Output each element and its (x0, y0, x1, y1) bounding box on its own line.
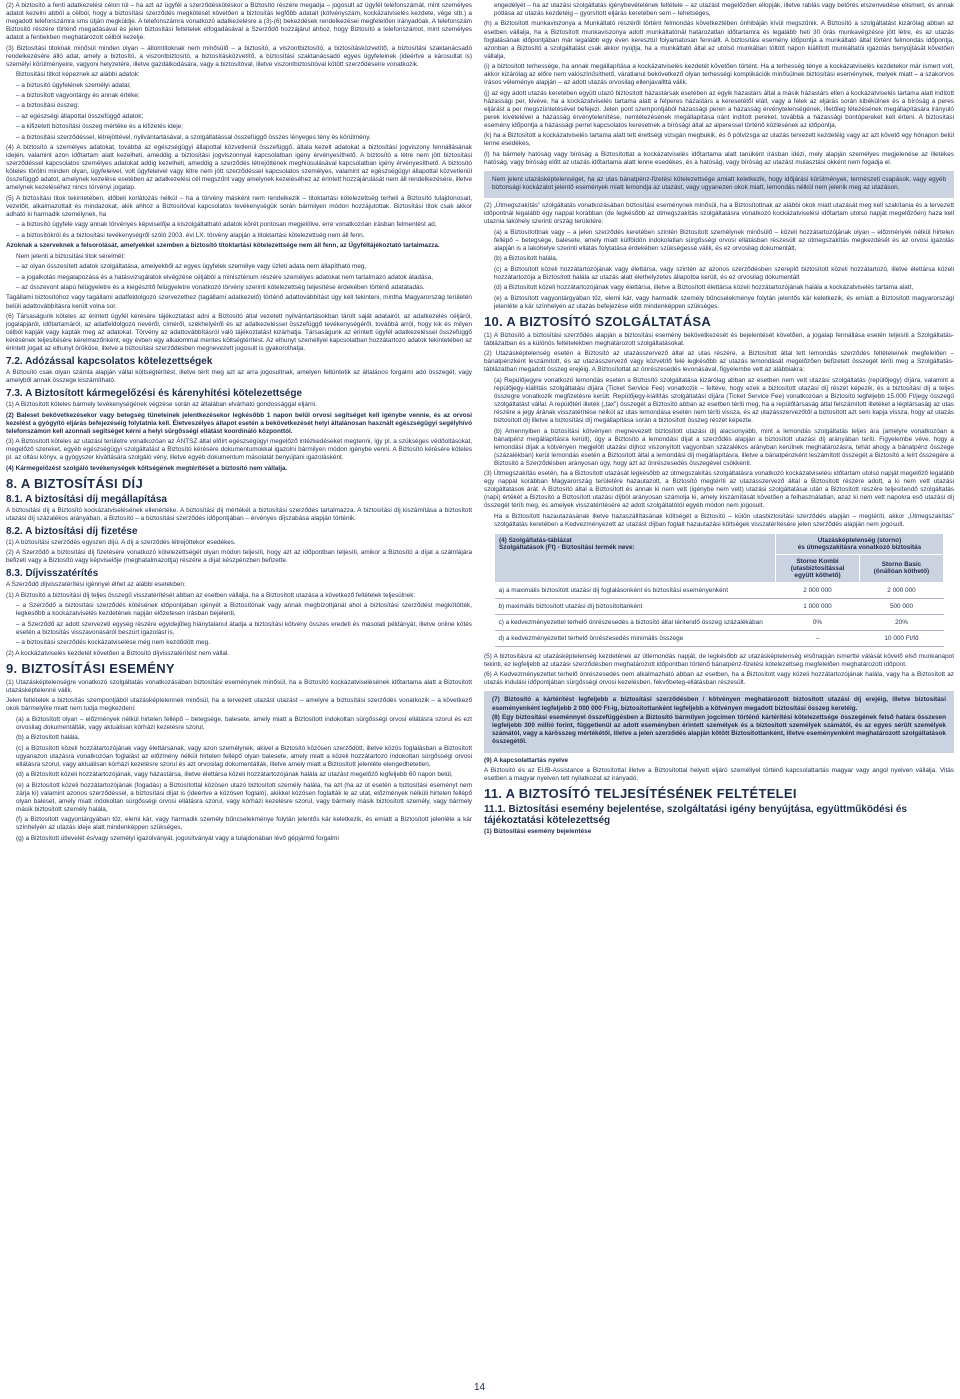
table-product-1: Storno Kombi (utasbiztosítással együtt köthető) (776, 554, 860, 582)
chapter-heading: 10. A BIZTOSÍTÓ SZOLGÁLTATÁSA (484, 313, 712, 329)
paragraph: Ha a Biztosított hazautazásának illetve hazaszállításának költségét a Biztosító – külön utasbiztosítási szerződés alapján – megtéríti, akkor „Útmegszakítás” szolgáltatás keretében a Kedvezményezett az utazást díjban foglalt hazautazási költségek visszatérítésére jelen szerződés alapján nem jogosult. (494, 512, 954, 528)
list-item: (d) a Biztosított közeli hozzátartozójának vagy élettársa, illetve a Biztosított élettársa közeli hozzátartozójának halála a kockázatviselés tartama alatt, (494, 284, 914, 292)
paragraph: (2) A biztosító a fenti adatkezelési célon túl – ha azt az ügyfél a szerződéskötéskor a Biztosító részére megadja – jogosult az ügyfél telefonszámát, mint személyes adatot kezelni abból a célból, hogy a biztosítási szerződés megkötését követően a biztosítás legfőbb adatait (kötvényszám, kockázatviselés kezdete, vége stb.) a megadott telefonszámra sms útján megküldje. A telefonszámra vonatkozó adatkezelésre a (3)-(6) bekezdések rendelkezései megfelelően irányadóak. A telefonszám Biztosító részére történő megadásával és jelen biztosítási feltételek elfogadásával a Szerződő hozzájárul ahhoz, hogy Biztosító a telefonszámot, mint személyes adatot a fentiekben meghatározott célból kezelje. (6, 2, 472, 42)
section-heading: 11.1. Biztosítási esemény bejelentése, szolgáltatási igény benyújtása, együttműködési és tájékoztatási kötelezettség (484, 804, 907, 827)
paragraph: A biztosítási díj a Biztosító kockázatviselésének ellenértéke. A biztosítási díj mértékét a biztosítási szerződés tartalmazza. A biztosítási díj kiszámítása a biztosított utazási díj százalékos arányában, a Biztosító – a biztosítási szerződés időpontjában – érvényes díjszabása alapján történik. (6, 506, 472, 522)
list-item: – az olyan összesített adatok szolgáltatása, amelyekből az egyes ügyfelek személye vagy üzleti adata nem állapítható meg, (16, 263, 367, 271)
list-item: (a) a Biztosítottnak vagy – a jelen szerződés keretében szintén Biztosított személynek minősülő – közeli hozzátartozójának olyan – előzmények nélkül hirtelen fellépő – betegsége, balesete, amely miatt külföldön indokolatlan sürgősségi orvosi ellátásban részesült az útmegszakítás megkezdését és az orvosi igazolás alapján is a lakóhelye szerinti ellátás folytatása érdekében szükségessé válik, és ez orvosilag dokumentált, (494, 228, 954, 252)
table-cell-value: 10 000 Ft/fő (860, 630, 944, 646)
table-cell-value: 500 000 (860, 598, 944, 614)
paragraph: A Biztosító és az EUB-Assistance a Biztosítottal illetve a Biztosítottal helyett eljáró személlyel történő kapcsolattartás magyar vagy angol nyelven vállalja. Vitás esetben a magyar nyelven tett nyilatkozat az irányadó. (484, 766, 954, 782)
chapter-heading: 11. A BIZTOSÍTÓ TELJESÍTÉSÉNEK FELTÉTELEI (484, 786, 797, 802)
table-cell-value: 2 000 000 (776, 582, 860, 598)
paragraph: A Szerződő díjvisszatérítési igénnyel élhet az alábbi esetekben: (6, 581, 186, 589)
left-column (6, 2, 472, 845)
paragraph: (1) A Biztosított köteles bármely tevékenységének végzése során az általában elvárható gondossággal eljárni. (6, 401, 317, 409)
paragraph: (2) A Szerződő a biztosítási díj fizetésére vonatkozó kötelezettségét olyan módon teljesíti, hogy azt az időpontban teljesíti, amikor a Biztosító a díjat a számlájára befizeti vagy a Biztosító vagy képviselője (meghatalmazottja) részére a díjat készpénzben befizette. (6, 549, 472, 565)
paragraph: Jelen feltételek a biztosítás szempontjából utazásképtelennek minősül, ha a tervezett utazást utazást – amelyre a biztosítási szerződés vonatkozik – a következő okok bármelyike miatt nem tudja megkezdeni: (6, 697, 472, 713)
list-item: (b) a Biztosított halála, (494, 255, 558, 263)
paragraph: (1) A Biztosító a biztosítási díj teljes összegű visszatérítését abban az esetben vállalja, ha a Biztosított utazása a következő feltételek teljesülnek: (6, 591, 416, 599)
list-item: – a kifizetett biztosítási összeg mértéke és a kifizetés ideje; (16, 123, 183, 131)
paragraph: engedélyét – ha az utazási szolgáltatás igénybevételének feltétele – az utazást megelőzően ellopják, illetve rablás vagy betörés elszenvedése elismert, és annak pótlása az utazás kezdetéig – gyorsított eljárás keretében sem – lehetséges, (494, 2, 954, 18)
highlight-box (484, 691, 954, 752)
paragraph: (3) Biztosítási titoknak minősül minden olyan – állomtitoknak nem minősülő – a biztosító, a viszontbiztosító, a biztosításközvetítő, a biztosítási szaktanácsadó rendelkezésére álló adat, amely a biztosító, a viszontbiztosító, a biztosításközvetítő, a biztosítási szaktanácsadó egyes ügyfeleinek (ideértve a károsultat is) személyi körülményeire, vagyoni helyzetére, illetve gazdálkodására, vagy a biztosítóval, illetve viszontbiztosítóval kötött szerződéseire vonatkozik. (6, 44, 472, 68)
paragraph: (h) a Biztosított munkaviszonya a Munkáltató részéről történt felmondás következtében önhibáján kívül megszűnik. A Biztosító a szolgáltatást kizárólag abban az esetben vállalja, ha a Biztosított munkaviszonya adott munkáltatónál határozatlan időtartamra és legalább heti 30 órás munkavégzésre jött létre, és az utazás foglalásának időpontjában már legalább egy éven keresztül folyamatosan fennállt. A biztosítási esemény időpontja a munkáltató által történt felmondás időpontja, azonban a Biztosító a szolgáltatást csak akkor nyújtja, ha a munkáltató által az utolsó munkában töltött napon kiállított munkáltatói igazolás benyújtását követően vállalja, (484, 20, 954, 60)
list-item: – a biztosító ügyfelének személyi adatai; (16, 81, 131, 89)
table-cell-label: d) a kedvezményezettet terhelő önrészesedés minimális összege (495, 630, 776, 646)
list-item: (b) a Biztosított halála, (16, 734, 80, 742)
table-row (495, 598, 944, 614)
page-number: 14 (474, 1382, 486, 1393)
highlight-text: (7) Biztosító a kártérítést legfeljebb a biztosítási szerződésben / kötvényen meghatározott biztosított utazási díj erejéig, illetve biztosítási eseményenként legfeljebb 2 000 000 Ft-ig, biztosítottanként legfeljebb a kötvényen megadott biztosítási összeg keretéig. (492, 696, 946, 712)
paragraph: (l) ha bármely hatóság vagy bíróság a Biztosítottat a kockázatviselés időtartama alatt tanúként írásban idézi, mely alapján személyes megjelenése az illetékes hatóság, vagy bíróság előtt az utazás időtartama alatt lenne esedékes, és a hatóság, vagy bíróság az utazást mulasztási okként nem fogadja el. (484, 150, 954, 166)
paragraph: (3) A Biztosított köteles az utazási területre vonatkozóan az ÁNTSZ által előírt egészségügyi megelőző intézkedéseket megtenni, így pl. a szükséges védőoltásokat, megelőző szereket, egyéb egészségügyi szolgáltatást a Biztosító kérésére dokumentumokkal igazolni bármilyen módon igénybe venni. A Biztosító kérésére köteles pl. az oltási könyv, a gyógyszer kiváltására szolgáló vény, illetve egyéb dokumentum másolatát benyújtani igazolásként. (6, 438, 472, 462)
paragraph-bold: (2) Baleset bekövetkezésekor vagy betegség tüneteinek jelentkezésekor legkésőbb 1 napon belül orvosi segítséget kell igénybe vennie, és az orvosi kezelést a gyógyító eljárás befejezéséig folytatnia kell. Életveszélyes állapot esetén a bekövetkezését helyi általánosan használt egészségügyi segélyhívó telefonszámon kell azonnali segítséget kérni a helyi sürgősségi ellátást koordináló központtól. (6, 411, 473, 435)
list-item: – a biztosítási szerződés kockázatviselése még nem kezdődött meg. (16, 639, 210, 647)
list-item: (e) a Biztosított közeli hozzátartozójának (fogadás) a Biztosítottal közösen utazó biztosított személy halála, ha azt (ha az út esetén a biztosítási eseményt nem zárja ki) valamint azonos szerződéssel, a biztosítási díjat is (ideértve a közösen foglaló), akikkel közösen foglalták le az utat, előzmények nélküli hirtelen fellépő olyan baleset, amely miatt indokoltan sürgősségi orvosi ellátásra szorul, vagy kórházi kezelésre szorul, vagy bármely másik biztosított személy, vagy bármely másik biztosított személy halála, (16, 781, 472, 813)
right-column (484, 2, 954, 838)
section-heading: 8.1. A biztosítási díj megállapítása (6, 493, 167, 505)
paragraph: (2) Utazásképtelenség esetén a Biztosító az utazásszervező által az utas részére, a Biztosított által tett lemondás szerződés feltételeinek megfelelően – bánatpénzként leszámított, és az utazásszervező vagy közvetítő felé legkésőbb az utazás lemondását megelőzően befizetett összegét téríti meg a Szolgáltatás-táblázatban megadott összeg erejéig. A Biztosítottat az önrészesedés levonásával, figyelembe vett az alábbiakra: (484, 350, 954, 374)
list-item: – a biztosítási szerződéssel, létrejöttével, nyilvántartásával, a szolgáltatással összefüggő összes lényeges tény és körülmény. (16, 133, 371, 141)
list-item: – a biztosító ügyfele vagy annak törvényes képviselője a kiszolgáltatható adatok körét pontosan megjelölve, erre vonatkozóan írásban felmentést ad, (16, 221, 437, 229)
list-item: (b) Amennyiben a biztosítási kötvényen megnevezett biztosított utazási díj alacsonyabb, mint a lemondás szolgáltatás teljes ára (amelyre vonatkozóan a bánatpénz megállapításra került), úgy a Biztosító a lemondási díjat a szerződés alapján a biztosított utazási díj arányában teríti. Figyelembe véve, hogy a lemondási díjak a kötvényen megjelölt utazási díjhoz viszonyított vagyonban százalékos arányban kerülnek meghatározásra, tehát ahogy a bánatpénz összege (százalékban) kerül lemondás esetén a Biztosított által a lemondási díj megállapításra, illetve a bánatpénzként leszámított összegét a Biztosító a leírt összegére a Biztosító a Szerződésben arányosan úgy, hogy azt az önrészesedés összegével csökkenti. (494, 427, 954, 467)
table-cell-label: c) a kedvezményezettel terhelő önrészesedés a biztosító által térítendő összeg százalékában (495, 614, 776, 630)
list-item: (f) a Biztosított vagyontárgyában tűz, elemi kár, vagy harmadik személy bűncselekménye folytán jelentős kár keletkezik, és emiatt a Biztosított jelenléte a kár színhelyén az utazás ideje alatt mindenképpen szükséges, (16, 816, 472, 832)
list-item: – az egészségi állapottal összefüggő adatok; (16, 112, 144, 120)
paragraph: (6) Társaságunk köteles az érintett ügyfél kérésére tájékoztatást adni a Biztosító által vezetett nyilvántartásokban tárolt saját adatairól, az adatkezelés céljáról, jogalapjáról, időtartamáról, az adatfeldolgozó nevéről, címéről, székhelyéről és az adatkezeléssel összefüggő tevékenységéről, továbbá arról, hogy kik és milyen célból kapják vagy kapták meg az adatokat. Törvény az adattovábbításról való tájékoztatást kizárhatja. Társaságunk az érintett ügyfél adatkezeléssel összefüggő kérésének teljesítésére kérelmezőnként, egy évben egy alkalommal mentes költségtérítést. Az elhunyt személlyel kapcsolatban hozzátartozó adatok tekintetében az érintett jogait az elhunyt örököse, illetve a biztosítási szerződésben megnevezett jogosult is gyakorolhatja. (6, 312, 472, 353)
paragraph: (i) a biztosított terhessége, ha annak megállapítása a kockázatviselés kezdetét követően történt. Ha a terhesség ténye a kockázatviselés kezdetekor már ismert volt, akkor kizárólag az előre nem valószínűsíthető, váratlanul bekövetkező olyan terhességi komplikációk minősülnek biztosítási eseménynek, melyek miatt – a szakorvos írásos véleménye alapján – az adott utazás orvosilag ellenjavallttá válik. (484, 63, 954, 87)
table-cell-label: a) a maximális biztosított utazási díj foglalásonként és biztosítási eseményenként (495, 582, 776, 598)
table-cell-label: b) maximális biztosított utazási díj biztosítottanként (495, 598, 776, 614)
paragraph: (2) „Útmegszakítás” szolgáltatás vonatkozásában biztosítási eseménynek minősül, ha a Biztosítottnak az alábbi okok miatt utazását meg kell szakítania és a tervezett időpontnál legalább egy nappal korábban (de legkésőbb az útmegszakítás szolgáltatásra vonatkozó kockázatviselési időtartam utolsó napját megelőzően) haza kell utaznia lakóhely szerinti ország területére: (484, 202, 954, 226)
paragraph: A Biztosító csak olyan számla alapján vállal költségtérítést, illetve térít meg azt az arra jogosultnak, amelyen feltüntetik az általános forgalmi adó összegét, vagy amelyből annak összege kiszámítható. (6, 369, 472, 385)
section-heading: 7.2. Adózással kapcsolatos kötelezettségek (6, 356, 213, 368)
chapter-heading: 8. A BIZTOSÍTÁSI DÍJ (6, 475, 143, 491)
highlight-box (484, 171, 954, 198)
paragraph: Biztosítási titkot képeznek az alábbi adatok: (16, 71, 140, 79)
table-cell-value: 2 000 000 (860, 582, 944, 598)
paragraph: (4) A biztosító a személyes adatokat, továbbá az egészségügyi állapottal közvetlenül összefüggő, általa kezelt adatokat a biztosítási jogviszony fennállásának idején, valamint azon időtartam alatt kezelheti, ameddig a biztosítási jogviszonnyal kapcsolatban igény érvényesíthető. A biztosító a létre nem jött biztosítási szerződéssel kapcsolatos személyes adatokat addig kezelheti, ameddig a szerződés létrejöttének meghiúsulásával kapcsolatban igény érvényesíthető. A biztosító köteles törölni minden olyan, ügyfeleivel, volt ügyfeleivel vagy létre nem jött szerződéssel kapcsolatos személyes, valamint az egészségügyi állapottal közvetlenül összefüggő adatot, amelynek kezelése esetében az adatkezelési cél megszűnt vagy amelynek kezeléséhez az érintett hozzájárulását nem áll rendelkezésére, illetve amelynek kezeléséhez nincs törvényi jogalap. (6, 144, 472, 192)
paragraph: (5) A biztosítási titok tekintetében, időbeli korlátozás nélkül – ha a törvény másként nem rendelkezik – titoktartási kötelezettség terheli a Biztosító tulajdonosait, vezetőit, alkalmazottait és mindazokat, akik ahhoz a Biztosítóval kapcsolatos tevékenységük során bármilyen módon hozzájutottak. Biztosítási titok csak akkor adható ki harmadik személynek, ha (6, 194, 472, 218)
table-row (495, 582, 944, 598)
list-item: (e) a Biztosított vagyontárgyában tűz, elemi kár, vagy harmadik személy bűncselekménye folytán jelentős kár keletkezik, és emiatt a Biztosított magyarországi jelenléte a kár színhelyén az utazás befejezése előtt mindenképpen szükséges. (494, 294, 954, 310)
list-item: – a biztosított vagyontárgy és annak értéke; (16, 92, 140, 100)
table-cell-value: 0% (776, 614, 860, 630)
paragraph: (k) ha a Biztosított a kockázatviselés tartama alatt tett érettségi vizsgán megbukik, és ő pótvizsga az utazás tervezett kezdetéig vagy az azt követő egy hónapon belül lenne esedékes, (484, 132, 954, 148)
table-product-2: Storno Basic (önállóan köthető) (860, 554, 944, 582)
list-item: – a biztosítókról és a biztosítási tevékenységről szóló 2003. évi LX. törvény alapján a titoktartási kötelezettség nem áll fenn. (16, 231, 365, 239)
paragraph: (1) A biztosítási szerződés egyszeri díjú. A díj a szerződés létrejöttekor esedékes. (6, 538, 236, 546)
highlight-text: (8) Egy biztosítási eseménnyel összefüggésben a Biztosító bármilyen jogcímen történő kártérítési kötelezettsége összegének felső határa összesen legfeljebb 300 millió forint, függetlenül az adott eseményben érintett személyek és a biztosított személyek számától, és az egyes sérült személyek számától, vagy a kárösszeg mértékétől, illetve a jelen szerződés alapján kötött Biztosítottanként, illetve eseményenként meghatározott szolgáltatások összegétől. (492, 713, 946, 746)
paragraph: (5) A biztosításra az utazásképtelenség kezdetének az útlemondás napját, de legkésőbb az utazásképtelenség elsőnapján ismertté válását követő első munkanapot tekinti, ez legfeljebb az utazási szerződésben meghatározott időpontban történő bánatpénz-fizetési kötelezettség megfelelően meghatározott időpont. (484, 652, 954, 668)
table-cell-value: – (776, 630, 860, 646)
table-row (495, 614, 944, 630)
paragraph: (j) az egy adott utazás keretében együtt utazó biztosított házastársak esetében az egyik házastárs által a másik házastárs ellen a kockázatviselés tartama alatt indított házassági per, kivéve, ha a kockázatviselés tartama alatt a felperes házastárs a keresetétől eláll, vagy a felek az eljárás során kibékülnek és a bíróság a peres eljárást a per megszüntetésével befejezi. Jelen pont szempontjából házassági peren a házasság érvénytelenségének, illetőleg létezésének megállapítására irányuló perek kivételével a házasság érvénytelenítése, nemlétezésének megállapítása iránt indított pereket, továbbá a házassági bontópereket kell érteni. A biztosítási esemény időpontja a házassági perrel kapcsolatos keresetnek a bírósági által az alperessel történő közlésének az időpontja, (484, 89, 954, 129)
paragraph: (2) A kockázatviselés kezdetét követően a Biztosító díjvisszatérítést nem vállal. (6, 649, 230, 657)
paragraph: Tagállami biztosítóhoz vagy tagállami adatfeldolgozó szervezethez (tagállami adatkezelő) történő adattovábbítást úgy kell tekinteni, mintha Magyarország területén belüli adattovábbításra került volna sor. (6, 294, 472, 310)
list-item: – a Szerződő a biztosítási szerződés kötésének időpontjában igényét a Biztosítónak vagy annak megbízottjánál ahol a biztosítási szerződést megkötötték, legkésőbb a kockázatviselés kezdetének napján előzetesen írásban bejelenti, (16, 602, 472, 618)
subheading: (1) Biztosítási esemény bejelentése (484, 828, 592, 836)
list-item: (a) Repülőjegyre vonatkozó lemondás esetén a Biztosító szolgáltatása kizárólag abban az esetben nem vett utazási szolgáltatás (repülőjegy) díjára, valamint a repülőjegy-kiállítás szolgáltatási díjára (Ticket Service Fee) vonatkozik – feltéve, hogy ezek a biztosított utazási díj részét képezik, és a biztosítási díj a teljes összegre vonatkozik megfizetésre került. Repülőjegy-kiállítás szolgáltatási díjára (Ticket Service Fee) vonatkozóan a Biztosító legfeljebb 15.000 Ft/jegy összegű szolgáltatást vállal. A repülőtéri illeték („tax”) összegét a Biztosító abban az esetben téríti meg, ha a repülőtársaság által felszámított illetéket a légitársaság az utas részére a jegy árának visszatérítése nélkül az utas lemondása esetén nem téríti vissza, és az utazásszervezőtől a biztosított azt sem kapja vissza, hogy az utazás biztosított díj illetve a biztosítási díj megállapítása során a biztosított összeg részét képezte. (494, 376, 954, 425)
paragraph: (6) A Kedvezményezettet terhelő önrészesedés nem alkalmazható abban az esetben, ha a Biztosított vagy közeli hozzátartozójának halála, vagy ha a Biztosított az utazás indulási időpontjában sürgősségi orvosi kezelésben, fekvőbeteg-ellátásban részesült. (484, 671, 954, 687)
paragraph-bold: Azoknak a szerveknek a felsorolását, amelyekkel szemben a biztosító titoktartási kötelezettsége nem áll fenn, az Ügyféltájékoztató tartalmazza. (6, 242, 440, 250)
paragraph: Nem jelenti a biztosítási titok sérelmét: (16, 252, 126, 260)
highlight-text: Nem jelent utazásképtelenséget, ha az utas bánatpénz-fizetési kötelezettsége amiatt keletkezik, hogy időjárási körülmények, természeti csapások, vagy egyéb biztonsági kockázatot jelentő események miatt lemondja az utazást, vagy ugyanezen okok miatt, lemondás nélkül nem jelenik meg az utazáson. (492, 175, 946, 191)
chapter-heading: 9. BIZTOSÍTÁSI ESEMÉNY (6, 660, 175, 676)
list-item: – a Szerződő az adott szervezeti egység részére egyidejűleg hiánytalanul átadja a biztosítási kötvény összes eredeti és másolati példányát, illetve online kötés esetén a biztosítás visszavonásáról beszúrt igazolást is, (16, 620, 472, 636)
list-item: (c) a Biztosított közeli hozzátartozójának vagy élettársának, vagy azon személynek, akivel a Biztosító közösen szerződött, illetve közös foglalásban a Biztosított ugyanazon utazásra vonatkozóan foglalást az előzmény nélkül hirtelen fellépő olyan balesete, amely miatt a közeli hozzátartozó indokoltan sürgősségi orvosi ellátásra szorul, vagy aktuálisan kórházi kezelésre szorul és azt orvosilag dokumentálták, illetve amely miatt a Biztosított jelenléte elengedhetetlen, (16, 744, 472, 768)
table-cell-value: 20% (860, 614, 944, 630)
table-header-left: (4) Szolgáltatás-táblázat Szolgáltatások (Ft) - Biztosítási termék neve: (495, 533, 776, 582)
list-item: – az összevont alapú felügyeletre és a kiegészítő felügyeletre vonatkozó törvény szerinti kötelezettség teljesítése érdekében történő adatátadás. (16, 284, 425, 292)
table-header-right: Utazásképtelenség (storno) és útmegszakításra vonatkozó biztosítás (776, 533, 944, 554)
section-heading: 8.2. A biztosítási díj fizetése (6, 525, 138, 537)
subheading: (9) A kapcsolattartás nyelve (484, 756, 569, 764)
section-heading: 8.3. Díjvisszatérítés (6, 568, 99, 580)
paragraph-bold: (4) Kármegelőzést szolgáló tevékenységek költségének megtérítését a biztosító nem vállalja. (6, 464, 288, 472)
section-heading: 7.3. A Biztosított kármegelőzési és kárenyhítési kötelezettsége (6, 388, 303, 400)
table-cell-value: 1 000 000 (776, 598, 860, 614)
list-item: (g) a Biztosított útlevelét és/vagy személyi igazolványát, jogosítványát vagy a tulajdonában lévő gépjármű forgalmi (16, 834, 339, 842)
paragraph: (3) Útmegszakítás esetén, ha a Biztosított utazását legkésőbb az útmegszakítás szolgáltatásra vonatkozó kockázatviselési időtartam utolsó napját megelőző legalább egy nappal korábban Magyarország területére hazautazott, a Biztosító megtéríti az utazásszervező által a Biztosított részére adott, a ki nem vett utazási szolgáltatások árát. A Biztosító által a Biztosított és annak ki nem vett (igénybe nem vett) utazási szolgáltatásai után a Biztosított részére teljesítendő szolgáltatás (napi) értékét a Biztosító a Biztosított utazási díjból arányosan számolja ki, amely kiszámítását követően a felhasználatlan, azaz ki nem vett napokra eső utazási díj összegét téríti meg, és amelyek visszatérítésére az adott szolgáltatótól egyéb módon nem jogosult. (484, 470, 954, 510)
list-item: – a biztosítási összeg; (16, 102, 79, 110)
list-item: (d) a Biztosított közeli hozzátartozójának, vagy házastársa, illetve élettársa közeli hozzátartozójának halála az utazást megelőző legfeljebb 60 napon belül, (16, 771, 453, 779)
paragraph: (1) Utazásképtelenségre vonatkozó szolgáltatás vonatkozásában biztosítási eseménynek minősül, ha a Biztosító kockázatviselésének időtartama alatt a Biztosított utazásképtelenné válik. (6, 678, 472, 694)
list-item: – a jogalkotás megalapozása és a hatásvizsgálatok elvégzése céljából a minisztérium részére személyes adatokat nem tartalmazó adatok átadása, (16, 273, 434, 281)
list-item: (a) a Biztosított olyan – előzmények nélkül hirtelen fellépő – betegsége, balesete, amely miatt a Biztosított indokoltan sürgősségi orvosi ellátásra szorul és ezt orvosilag dokumentálták, vagy aktuálisan kórházi kezelésre szorul, (16, 715, 472, 731)
table-row (495, 630, 944, 646)
list-item: (c) a Biztosított közeli hozzátartozójának vagy élettársa, vagy szintén az azonos szerződésben szereplő biztosított közeli hozzátartozó, illetve élettársa közeli hozzátartozója a Biztosított halála az utazás alatt élethelyzetes állapotba került, és ez orvosilag dokumentált (494, 265, 954, 281)
service-table (494, 533, 944, 647)
paragraph: (1) A Biztosító a biztosítási szerződés alapján a biztosítási esemény bekövetkezését és bejelentését követően, a jogalap fennállása esetén teljesíti a Szolgáltatás-táblázatban és a különös feltételekben meghatározott szolgáltatásokat. (484, 331, 954, 347)
